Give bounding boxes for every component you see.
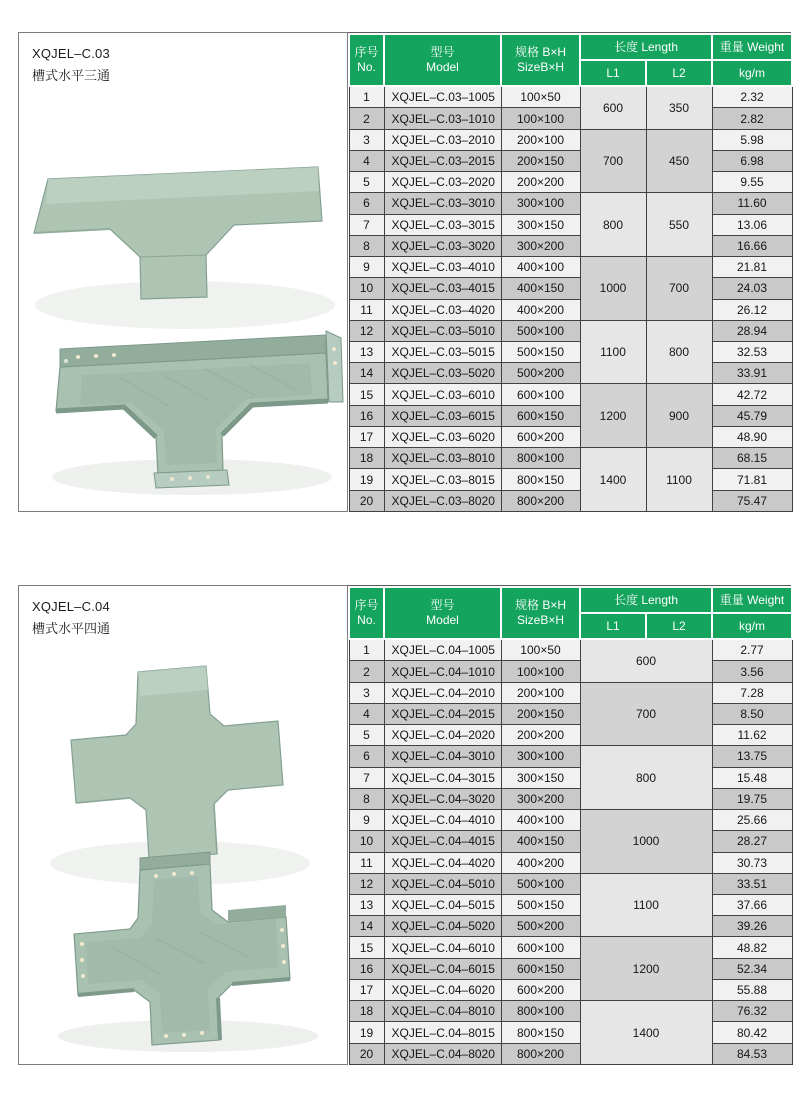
cell-model: XQJEL–C.04–4015 [384,831,501,852]
cell-no: 12 [349,320,384,341]
table-row [349,448,792,469]
table-row [349,937,792,958]
cell-no: 2 [349,108,384,129]
cell-model: XQJEL–C.04–6010 [384,937,501,958]
table-row [349,852,792,873]
cell-no: 13 [349,342,384,363]
cell-weight: 24.03 [712,278,792,299]
product-name-cn: 槽式水平四通 [32,621,111,636]
cell-size: 800×150 [501,1022,580,1043]
cell-no: 11 [349,852,384,873]
cell-size: 200×100 [501,129,580,150]
cell-size: 500×100 [501,873,580,894]
cell-model: XQJEL–C.04–8020 [384,1043,501,1064]
cell-size: 600×100 [501,937,580,958]
cell-no: 7 [349,767,384,788]
header-length: 长度 Length [580,587,712,613]
cell-size: 500×100 [501,320,580,341]
cell-no: 9 [349,810,384,831]
spec-table-tee [348,32,791,512]
cell-size: 200×150 [501,703,580,724]
cell-weight: 28.94 [712,320,792,341]
cell-weight: 55.88 [712,979,792,1000]
cell-weight: 28.27 [712,831,792,852]
product-model-code: XQJEL–C.03 [32,46,110,61]
table-row [349,257,792,278]
cell-model: XQJEL–C.03–3020 [384,235,501,256]
cell-model: XQJEL–C.03–2020 [384,172,501,193]
cell-size: 600×100 [501,384,580,405]
cell-size: 200×200 [501,725,580,746]
table-row [349,129,792,150]
cell-model: XQJEL–C.04–8015 [384,1022,501,1043]
cell-length-l1: 1000 [580,257,646,321]
table-row [349,661,792,682]
table-body [349,639,792,1065]
cell-weight: 37.66 [712,895,792,916]
cell-weight: 33.51 [712,873,792,894]
cell-weight: 75.47 [712,490,792,511]
cell-size: 400×100 [501,257,580,278]
table-header [349,34,792,86]
cell-no: 16 [349,405,384,426]
table-row [349,384,792,405]
cell-model: XQJEL–C.04–5015 [384,895,501,916]
header-weight-unit: kg/m [712,60,792,86]
cell-length-l1: 1400 [580,448,646,512]
cell-weight: 11.60 [712,193,792,214]
cell-size: 200×200 [501,172,580,193]
cell-size: 300×100 [501,746,580,767]
cell-no: 10 [349,831,384,852]
product-title-block [19,586,347,637]
cell-model: XQJEL–C.03–5015 [384,342,501,363]
cell-size: 100×50 [501,639,580,661]
cell-no: 8 [349,235,384,256]
cell-length-l2: 550 [646,193,712,257]
table-row [349,278,792,299]
cell-weight: 8.50 [712,703,792,724]
table-header [349,587,792,639]
cell-model: XQJEL–C.04–5010 [384,873,501,894]
cell-weight: 13.06 [712,214,792,235]
cell-model: XQJEL–C.04–8010 [384,1001,501,1022]
cell-model: XQJEL–C.04–5020 [384,916,501,937]
cell-size: 600×200 [501,426,580,447]
cell-length-l2: 1100 [646,448,712,512]
table-row [349,958,792,979]
cell-no: 16 [349,958,384,979]
table-row [349,831,792,852]
cell-no: 10 [349,278,384,299]
cell-no: 1 [349,86,384,108]
cell-size: 100×50 [501,86,580,108]
section-cross [18,585,791,1065]
cell-model: XQJEL–C.03–1010 [384,108,501,129]
table-row [349,639,792,661]
cell-weight: 3.56 [712,661,792,682]
table-row [349,810,792,831]
cell-model: XQJEL–C.03–2015 [384,150,501,171]
table-row [349,299,792,320]
cell-size: 500×200 [501,916,580,937]
cell-size: 200×100 [501,682,580,703]
cell-weight: 30.73 [712,852,792,873]
cell-model: XQJEL–C.03–8020 [384,490,501,511]
cell-model: XQJEL–C.04–3015 [384,767,501,788]
table-row [349,703,792,724]
cell-weight: 2.32 [712,86,792,108]
cell-size: 100×100 [501,108,580,129]
cell-no: 17 [349,426,384,447]
cell-no: 6 [349,746,384,767]
table-row [349,873,792,894]
cell-weight: 42.72 [712,384,792,405]
cell-weight: 13.75 [712,746,792,767]
cell-no: 19 [349,1022,384,1043]
cell-no: 18 [349,1001,384,1022]
cell-size: 400×200 [501,299,580,320]
cell-model: XQJEL–C.04–6015 [384,958,501,979]
cell-no: 14 [349,363,384,384]
cell-length-l1: 1200 [580,384,646,448]
cell-no: 15 [349,384,384,405]
cell-model: XQJEL–C.04–4020 [384,852,501,873]
cell-model: XQJEL–C.03–6010 [384,384,501,405]
cell-size: 500×200 [501,363,580,384]
cell-weight: 19.75 [712,788,792,809]
table-row [349,469,792,490]
cell-model: XQJEL–C.04–3010 [384,746,501,767]
table-row [349,725,792,746]
product-photo-tee [20,105,347,505]
cell-size: 400×150 [501,831,580,852]
product-panel-cross [18,585,348,1065]
table-row [349,916,792,937]
cell-no: 13 [349,895,384,916]
cell-no: 4 [349,150,384,171]
cell-length-l2: 350 [646,86,712,129]
header-no: 序号 No. [349,34,384,86]
table-row [349,214,792,235]
cell-size: 400×200 [501,852,580,873]
cell-size: 800×100 [501,448,580,469]
cell-weight: 7.28 [712,682,792,703]
section-tee [18,32,791,512]
cell-size: 500×150 [501,342,580,363]
cell-size: 100×100 [501,661,580,682]
cell-size: 800×200 [501,1043,580,1064]
table-body [349,86,792,512]
cell-no: 12 [349,873,384,894]
cell-model: XQJEL–C.04–6020 [384,979,501,1000]
cell-no: 14 [349,916,384,937]
cell-no: 3 [349,682,384,703]
cell-no: 5 [349,172,384,193]
cell-model: XQJEL–C.03–6020 [384,426,501,447]
cell-weight: 16.66 [712,235,792,256]
cell-size: 300×200 [501,235,580,256]
cell-weight: 48.90 [712,426,792,447]
cell-weight: 5.98 [712,129,792,150]
cell-no: 4 [349,703,384,724]
header-l1: L1 [580,60,646,86]
cell-size: 500×150 [501,895,580,916]
table-row [349,235,792,256]
cell-no: 15 [349,937,384,958]
cell-weight: 80.42 [712,1022,792,1043]
cell-no: 8 [349,788,384,809]
cell-size: 800×150 [501,469,580,490]
cell-weight: 21.81 [712,257,792,278]
cell-model: XQJEL–C.03–3015 [384,214,501,235]
cell-size: 600×200 [501,979,580,1000]
cell-size: 800×100 [501,1001,580,1022]
cell-size: 600×150 [501,958,580,979]
cell-size: 600×150 [501,405,580,426]
cell-no: 17 [349,979,384,1000]
cell-model: XQJEL–C.04–3020 [384,788,501,809]
cell-no: 20 [349,1043,384,1064]
cell-no: 11 [349,299,384,320]
product-name-cn: 槽式水平三通 [32,68,111,83]
cell-size: 300×150 [501,214,580,235]
cell-no: 18 [349,448,384,469]
cell-weight: 71.81 [712,469,792,490]
product-title-block [19,33,347,84]
cell-weight: 26.12 [712,299,792,320]
header-l1: L1 [580,613,646,639]
cell-weight: 11.62 [712,725,792,746]
cell-model: XQJEL–C.03–8010 [384,448,501,469]
header-length: 长度 Length [580,34,712,60]
table-row [349,405,792,426]
cell-weight: 15.48 [712,767,792,788]
table-row [349,150,792,171]
cell-no: 3 [349,129,384,150]
header-weight: 重量 Weight [712,34,792,60]
product-model-code: XQJEL–C.04 [32,599,110,614]
cell-model: XQJEL–C.03–8015 [384,469,501,490]
table-row [349,746,792,767]
table-row [349,1001,792,1022]
cell-size: 200×150 [501,150,580,171]
header-weight-unit: kg/m [712,613,792,639]
cell-size: 300×100 [501,193,580,214]
cell-model: XQJEL–C.03–4015 [384,278,501,299]
table-row [349,193,792,214]
cell-length-l2: 450 [646,129,712,193]
cell-length-l2: 700 [646,257,712,321]
header-model: 型号 Model [384,34,501,86]
cell-model: XQJEL–C.04–1010 [384,661,501,682]
header-model: 型号 Model [384,587,501,639]
table-row [349,342,792,363]
table-row [349,979,792,1000]
product-panel-tee [18,32,348,512]
cell-no: 20 [349,490,384,511]
cell-model: XQJEL–C.03–5010 [384,320,501,341]
header-l2: L2 [646,613,712,639]
cell-length: 700 [580,682,712,746]
table-row [349,490,792,511]
cell-model: XQJEL–C.03–6015 [384,405,501,426]
cell-weight: 2.82 [712,108,792,129]
header-size: 规格 B×H SizeB×H [501,34,580,86]
table-row [349,682,792,703]
cell-no: 1 [349,639,384,661]
table-row [349,320,792,341]
table-row [349,363,792,384]
cell-no: 5 [349,725,384,746]
cell-size: 800×200 [501,490,580,511]
cell-size: 400×100 [501,810,580,831]
cell-length-l1: 700 [580,129,646,193]
cell-no: 9 [349,257,384,278]
cell-length: 600 [580,639,712,682]
cell-length: 1200 [580,937,712,1001]
cell-no: 19 [349,469,384,490]
tee-cover-shape [34,167,322,299]
product-photo-cross [20,658,347,1058]
cross-cover-shape [71,666,283,859]
cell-model: XQJEL–C.04–2020 [384,725,501,746]
cell-weight: 9.55 [712,172,792,193]
cell-weight: 2.77 [712,639,792,661]
cell-weight: 76.32 [712,1001,792,1022]
cell-length: 800 [580,746,712,810]
header-l2: L2 [646,60,712,86]
table-row [349,788,792,809]
cell-weight: 32.53 [712,342,792,363]
cell-weight: 33.91 [712,363,792,384]
cell-weight: 45.79 [712,405,792,426]
cell-model: XQJEL–C.03–2010 [384,129,501,150]
cell-length-l2: 900 [646,384,712,448]
cell-weight: 25.66 [712,810,792,831]
cell-weight: 84.53 [712,1043,792,1064]
cell-model: XQJEL–C.03–3010 [384,193,501,214]
cell-length-l1: 800 [580,193,646,257]
cell-length-l1: 1100 [580,320,646,384]
table-row [349,895,792,916]
cell-weight: 39.26 [712,916,792,937]
cell-size: 300×150 [501,767,580,788]
cell-model: XQJEL–C.03–4010 [384,257,501,278]
cell-weight: 6.98 [712,150,792,171]
cell-model: XQJEL–C.04–4010 [384,810,501,831]
cell-size: 300×200 [501,788,580,809]
table-row [349,1043,792,1064]
cell-model: XQJEL–C.03–5020 [384,363,501,384]
cell-model: XQJEL–C.03–4020 [384,299,501,320]
table-row [349,86,792,108]
table-row [349,426,792,447]
cell-model: XQJEL–C.04–2015 [384,703,501,724]
cell-no: 2 [349,661,384,682]
cell-length: 1000 [580,810,712,874]
header-weight: 重量 Weight [712,587,792,613]
table-row [349,172,792,193]
header-size: 规格 B×H SizeB×H [501,587,580,639]
cell-model: XQJEL–C.04–2010 [384,682,501,703]
table-row [349,767,792,788]
table-row [349,1022,792,1043]
header-no: 序号 No. [349,587,384,639]
cell-weight: 52.34 [712,958,792,979]
cell-length-l1: 600 [580,86,646,129]
spec-table-cross [348,585,791,1065]
cell-length-l2: 800 [646,320,712,384]
cell-size: 400×150 [501,278,580,299]
cell-weight: 68.15 [712,448,792,469]
cell-model: XQJEL–C.03–1005 [384,86,501,108]
table-row [349,108,792,129]
cell-length: 1100 [580,873,712,937]
cell-length: 1400 [580,1001,712,1065]
cell-weight: 48.82 [712,937,792,958]
cell-no: 7 [349,214,384,235]
cell-no: 6 [349,193,384,214]
cell-model: XQJEL–C.04–1005 [384,639,501,661]
